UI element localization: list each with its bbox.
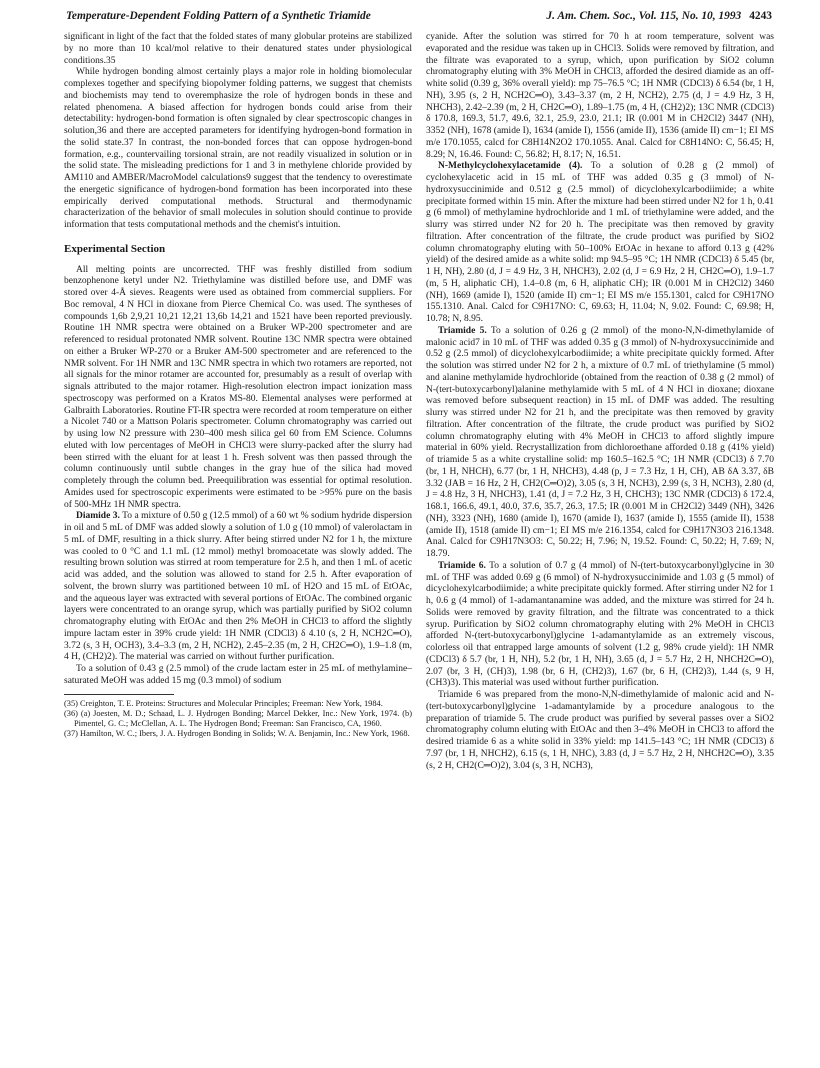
page-number: 4243 [749,10,772,22]
paragraph-lead: Triamide 5. [438,325,487,336]
right-column [426,32,774,772]
footnote: (37) Hamilton, W. C.; Ibers, J. A. Hydrogen Bonding in Solids; W. A. Benjamin, Inc.: New York, 1968. [64,729,410,739]
paragraph-lead: Triamide 6. [438,560,486,571]
paragraph-body: To a solution of 0.28 g (2 mmol) of cyclohexylacetic acid in 15 mL of THF was added 0.35 g (3 mmol) of N-hydroxysuccinimide and 0.512 g (2.5 mmol) of dicyclohexylcarbodiimide; a white precipitate formed within 15 min. After the mixture had been stirred under N2 for 1 h, 0.41 g (6 mmol) of methylamine hydrochloride and 1 mL of triethylamine were added, and the slurry was stirred under N2 for 20 h. The precipitate was then removed by gravity filtration. After concentration of the filtrate, the crude product was purified by SiO2 column chromatography eluting with 50–100% EtOAc in hexane to afford 0.13 g (42% yield) of the desired amide as a white solid: mp 94.5–95 °C; 1H NMR (CDCl3) δ 5.45 (br, 1 H, NH), 2.80 (d, J = 4.9 Hz, 3 H, NHCH3), 2.02 (d, J = 6.9 Hz, 2 H, CH2C═O), 1.9–1.7 (m, 5 H, aliphatic CH), 1.4–0.8 (m, 6 H, aliphatic CH); IR (0.001 M in CH2Cl2) 3460 (NH), 1669 (amide I), 1520 (amide II) cm−1; EI MS m/e 155.1301, calcd for C9H17NO 155.1310. Anal. Calcd for C9H17NO: C, 69.63; H, 11.04; N, 9.02. Found: C, 69.98; H, 10.78; N, 8.95. [426,161,774,324]
paragraph-body: To a solution of 0.26 g (2 mmol) of the mono-N,N-dimethylamide of malonic acid7 in 10 mL of THF was added 0.35 g (3 mmol) of N-hydroxysuccinimide and 0.52 g (2.5 mmol) of dicyclohexylcarbodiimide; a white precipitate quickly formed. After the solution was stirred under N2 for 2 h, a mixture of 0.7 mL of triethylamine (5 mmol) and alanine methylamide hydrochloride (obtained from the reaction of 0.38 g (2 mmol) of N-(tert-butoxycarbonyl)alanine methylamide with 5 mL of 4 N HCl in dioxane; dioxane was removed before subsequent reaction) in 15 mL of DMF was added. The resulting slurry was stirred under N2 for 21 h, and the precipitate was then removed by gravity filtration. After concentration of the filtrate, the crude product was purified by SiO2 column chromatography eluting with 4% MeOH in CHCl3 to afford slightly impure material in 60% yield. Recrystallization from dichloroethane afforded 0.18 g (41% yield) of triamide 5 as a white crystalline solid: mp 160.5–162.5 °C; 1H NMR (CDCl3) δ 7.70 (br, 1 H, NHCH), 6.77 (br, 1 H, NHCH3), 4.48 (p, J = 7.3 Hz, 1 H, CH), AB δA 3.37, δB 3.32 (JAB = 16 Hz, 2 H, CH2(C═O)2), 3.05 (s, 3 H, NCH3), 2.99 (s, 3 H, NCH3), 2.80 (d, J = 4.8 Hz, 3 H, NHCH3), 1.41 (d, J = 7.2 Hz, 3 H, CHCH3); 13C NMR (CDCl3) δ 172.4, 168.1, 166.6, 49.1, 40.0, 37.6, 35.7, 26.3, 17.5; IR (0.001 M in CH2Cl2) 3449 (NH), 3426 (NH), 3323 (NH), 1680 (amide I), 1670 (amide I), 1637 (amide I), 1555 (amide II), 1538 (amide II), 1518 (amide II) cm−1; EI MS m/e 216.1354, calcd for C9H17N3O3 216.1348. Anal. Calcd for C9H17N3O3: C, 50.22; H, 7.96; N, 19.52. Found: C, 50.22; H, 7.69; N, 18.79. [426,325,774,559]
left-column [64,32,412,739]
footnote: (36) (a) Joesten, M. D.; Schaad, L. J. Hydrogen Bonding; Marcel Dekker, Inc.: New York, 1974. (b) Pimentel, G. C.; McClellan, A. L. The Hydrogen Bond; Freeman: San Francisco, CA, 1960. [64,708,412,728]
paragraph-general-methods: All melting points are uncorrected. THF was freshly distilled from sodium benzophenone ketyl under N2. Triethylamine was distilled before use, and DMF was stored over 4-Å sieves. Reagents were used as obtained from commercial suppliers. For Boc removal, 4 N HCl in dioxane from Pierce Chemical Co. was used. The syntheses of compounds 1,6b 2,9,21 10,21 12,21 13,6b 14,21 and 1521 have been reported previously. Routine 1H NMR spectra were obtained on a Bruker WP-200 spectrometer and are referenced to residual protonated NMR solvent. Routine 13C NMR spectra were obtained on either a Bruker WP-270 or a Bruker AM-500 spectrometer and are referenced to the NMR solvent. For 1H NMR and 13C NMR spectra in which two rotamers are reported, not all signals for the minor rotamer are accounted for, presumably as a result of overlap with signals attributed to the major rotamer. High-resolution electron impact ionization mass spectroscopy was performed on a Kratos MS-80. Elemental analyses were performed at Galbraith Laboratories. Routine FT-IR spectra were recorded at room temperature on either a Nicolet 740 or a Mattson Polaris spectrometer. Column chromatography was carried out by using low N2 pressure with 230–400 mesh silica gel 60 from EM Science. Columns eluted with low percentages of MeOH in CHCl3 were slurry-packed after the slurry had been stirred with the eluant for at least 1 h. Fresh solvent was then passed through the column continuously until subtle changes in the gray hue of the silica had moved completely through the column bed. Preequilibration was essential for optimal resolution. Amides used for spectroscopic experiments were estimated to be >95% pure on the basis of 500-MHz 1H NMR spectra. [64,264,412,510]
paragraph-diamide-3-cont: To a solution of 0.43 g (2.5 mmol) of the crude lactam ester in 25 mL of methylamine–saturated MeOH was added 15 mg (0.3 mmol) of sodium [64,664,412,686]
paragraph-triamide-6 [426,561,774,690]
section-heading: Experimental Section [64,242,166,255]
paragraph-diamide-3 [64,511,412,664]
paragraph-continuation: significant in light of the fact that the folded states of many globular proteins are stabilized by no more than 10 kcal/mol relative to their denatured states under physiological conditions.35 [64,32,412,66]
paragraph-continuation: cyanide. After the solution was stirred for 70 h at room temperature, solvent was evaporated and the residue was taken up in CHCl3. Solids were removed by filtration, and the filtrate was evaporated to a syrup, which, upon purification by SiO2 column chromatography eluting with 3% MeOH in CHCl3, afforded the desired diamide as an off-white solid (0.39 g, 36% overall yield): mp 75–76.5 °C; 1H NMR (CDCl3) δ 6.54 (br, 1 H, NH), 3.95 (s, 2 H, NCH2C═O), 3.43–3.37 (m, 2 H, NCH2), 2.75 (d, J = 4.9 Hz, 3 H, NHCH3), 2.42–2.39 (m, 2 H, CH2C═O), 1.89–1.75 (m, 4 H, (CH2)2); 13C NMR (CDCl3) δ 170.8, 169.3, 51.7, 49.6, 32.1, 25.9, 23.0, 21.1; IR (0.001 M in CH2Cl2) 3447 (NH), 3352 (NH), 1678 (amide I), 1634 (amide I), 1556 (amide II), 1536 (amide II) cm−1; EI MS m/e 170.1055, calcd for C8H14N2O2 170.1055. Anal. Calcd for C8H14NO: C, 56.45; H, 8.29; N, 16.46. Found: C, 56.82; H, 8.17; N, 16.51. [426,32,774,160]
running-journal-info [546,10,772,22]
paragraph-lead: Diamide 3. [76,511,120,522]
paragraph-body: To a solution of 0.7 g (4 mmol) of N-(tert-butoxycarbonyl)glycine in 30 mL of THF was added 0.69 g (6 mmol) of N-hydroxysuccinimide and 1.03 g (5 mmol) of dicyclohexylcarbodiimide; a white precipitate quickly formed. After stirring under N2 for 1 h, 0.6 g (4 mmol) of 1-adamantanamine was added, and the mixture was stirred for 24 h. Solids were removed by gravity filtration, and the filtrate was concentrated to a thick syrup. Purification by SiO2 column chromatography eluting with 2% MeOH in CHCl3 afforded N-(tert-butoxycarbonyl)glycine 1-adamantylamide as an extremely viscous, colorless oil that entrapped large amounts of solvent (1.2 g, 98% crude yield): 1H NMR (CDCl3) δ 5.7 (br, 1 H, NH), 5.2 (br, 1 H, NH), 3.65 (d, J = 5.7 Hz, 2 H, NHCH2C═O), 2.07 (br, 3 H, (CH)3), 1.98 (br, 6 H, (CH2)3), 1.67 (br, 6 H, (CH2)3), 1.44 (s, 9 H, (CH3)3). This material was used without further purification. [426,560,774,689]
footnotes [64,699,412,740]
paragraph-body: To a mixture of 0.50 g (12.5 mmol) of a 60 wt % sodium hydride dispersion in oil and 5 mL of DMF was added slowly a solution of 1.0 g (10 mmol) of valerolactam in 5 mL of DMF, resulting in a thick slurry. After being stirred under N2 for 1 h, the mixture was cooled to 0 °C and 1.1 mL (12 mmol) methyl bromoacetate was slowly added. The resulting brown solution was stirred at room temperature for 2.5 h, and then 1 mL of acetic acid was added, and the solution was allowed to stand for 2.5 h. After evaporation of solvent, the brown slurry was partitioned between 10 mL of H2O and 15 mL of EtOAc, and the aqueous layer was extracted with several portions of EtOAc. The combined organic layers were concentrated to an orange syrup, which was partially purified by SiO2 column chromatography eluting with EtOAc and then 2% MeOH in CHCl3 to afford the slightly impure lactam ester in 39% crude yield: 1H NMR (CDCl3) δ 4.10 (s, 2 H, NCH2C═O), 3.72 (s, 3 H, OCH3), 3.4–3.3 (m, 2 H, NCH2), 2.45–2.35 (m, 2 H, CH2C═O), 1.9–1.8 (m, 4 H, (CH2)2). The material was carried on without further purification. [64,511,412,663]
paragraph-hydrogen-bonding: While hydrogen bonding almost certainly plays a major role in holding biomolecular complexes together and specifying biopolymer folding patterns, we suggest that chemists and biochemists may tend to overemphasize the role of hydrogen bonds in these and related phenomena. A biased affection for hydrogen bonds could arise from their detectability: hydrogen-bond formation is often signaled by clear spectroscopic changes in solution,36 and there are accepted parameters for identifying hydrogen-bond formation in the solid state.37 In contrast, the non-bonded forces that can oppose hydrogen-bond formation, e.g., countervailing torsional strain, are not readily visualized in solution or in the solid state. The misleading predictions for 1 and 3 in methylene chloride provided by AM110 and AMBER/MacroModel calculations9 suggest that the tendency to overestimate the energetic significance of hydrogen-bond formation has been incorporated into these empirically derived computational methods. Structural and thermodynamic characterization of the behavior of small molecules in solution should continue to provide information that tests computational methods and the chemist's intuition. [64,67,412,230]
paragraph-compound-4 [426,161,774,326]
paragraph-triamide-5 [426,326,774,561]
paragraph-lead: N-Methylcyclohexylacetamide (4). [438,161,583,172]
journal-citation: J. Am. Chem. Soc., Vol. 115, No. 10, 1993 [546,10,742,22]
footnote-rule [64,694,174,695]
running-title: Temperature-Dependent Folding Pattern of a Synthetic Triamide [66,10,371,22]
footnote: (35) Creighton, T. E. Proteins: Structures and Molecular Principles; Freeman: New York, 1984. [64,698,383,708]
paragraph-triamide-6-cont: Triamide 6 was prepared from the mono-N,N-dimethylamide of malonic acid and N-(tert-butoxycarbonyl)glycine 1-adamantylamide by a procedure analogous to the preparation of triamide 5. The crude product was purified by several passes over a SiO2 chromatography column eluting with EtOAc and then 3–4% MeOH in CHCl3 to afford the desired triamide 6 as a white solid in 33% yield: mp 141.5–143 °C; 1H NMR (CDCl3) δ 7.97 (br, 1 H, NHCH2), 6.15 (s, 1 H, NHC), 3.83 (d, J = 5.7 Hz, 2 H, NHCH2C═O), 3.35 (s, 2 H, CH2(C═O)2), 3.04 (s, 3 H, NCH3), [426,690,774,771]
